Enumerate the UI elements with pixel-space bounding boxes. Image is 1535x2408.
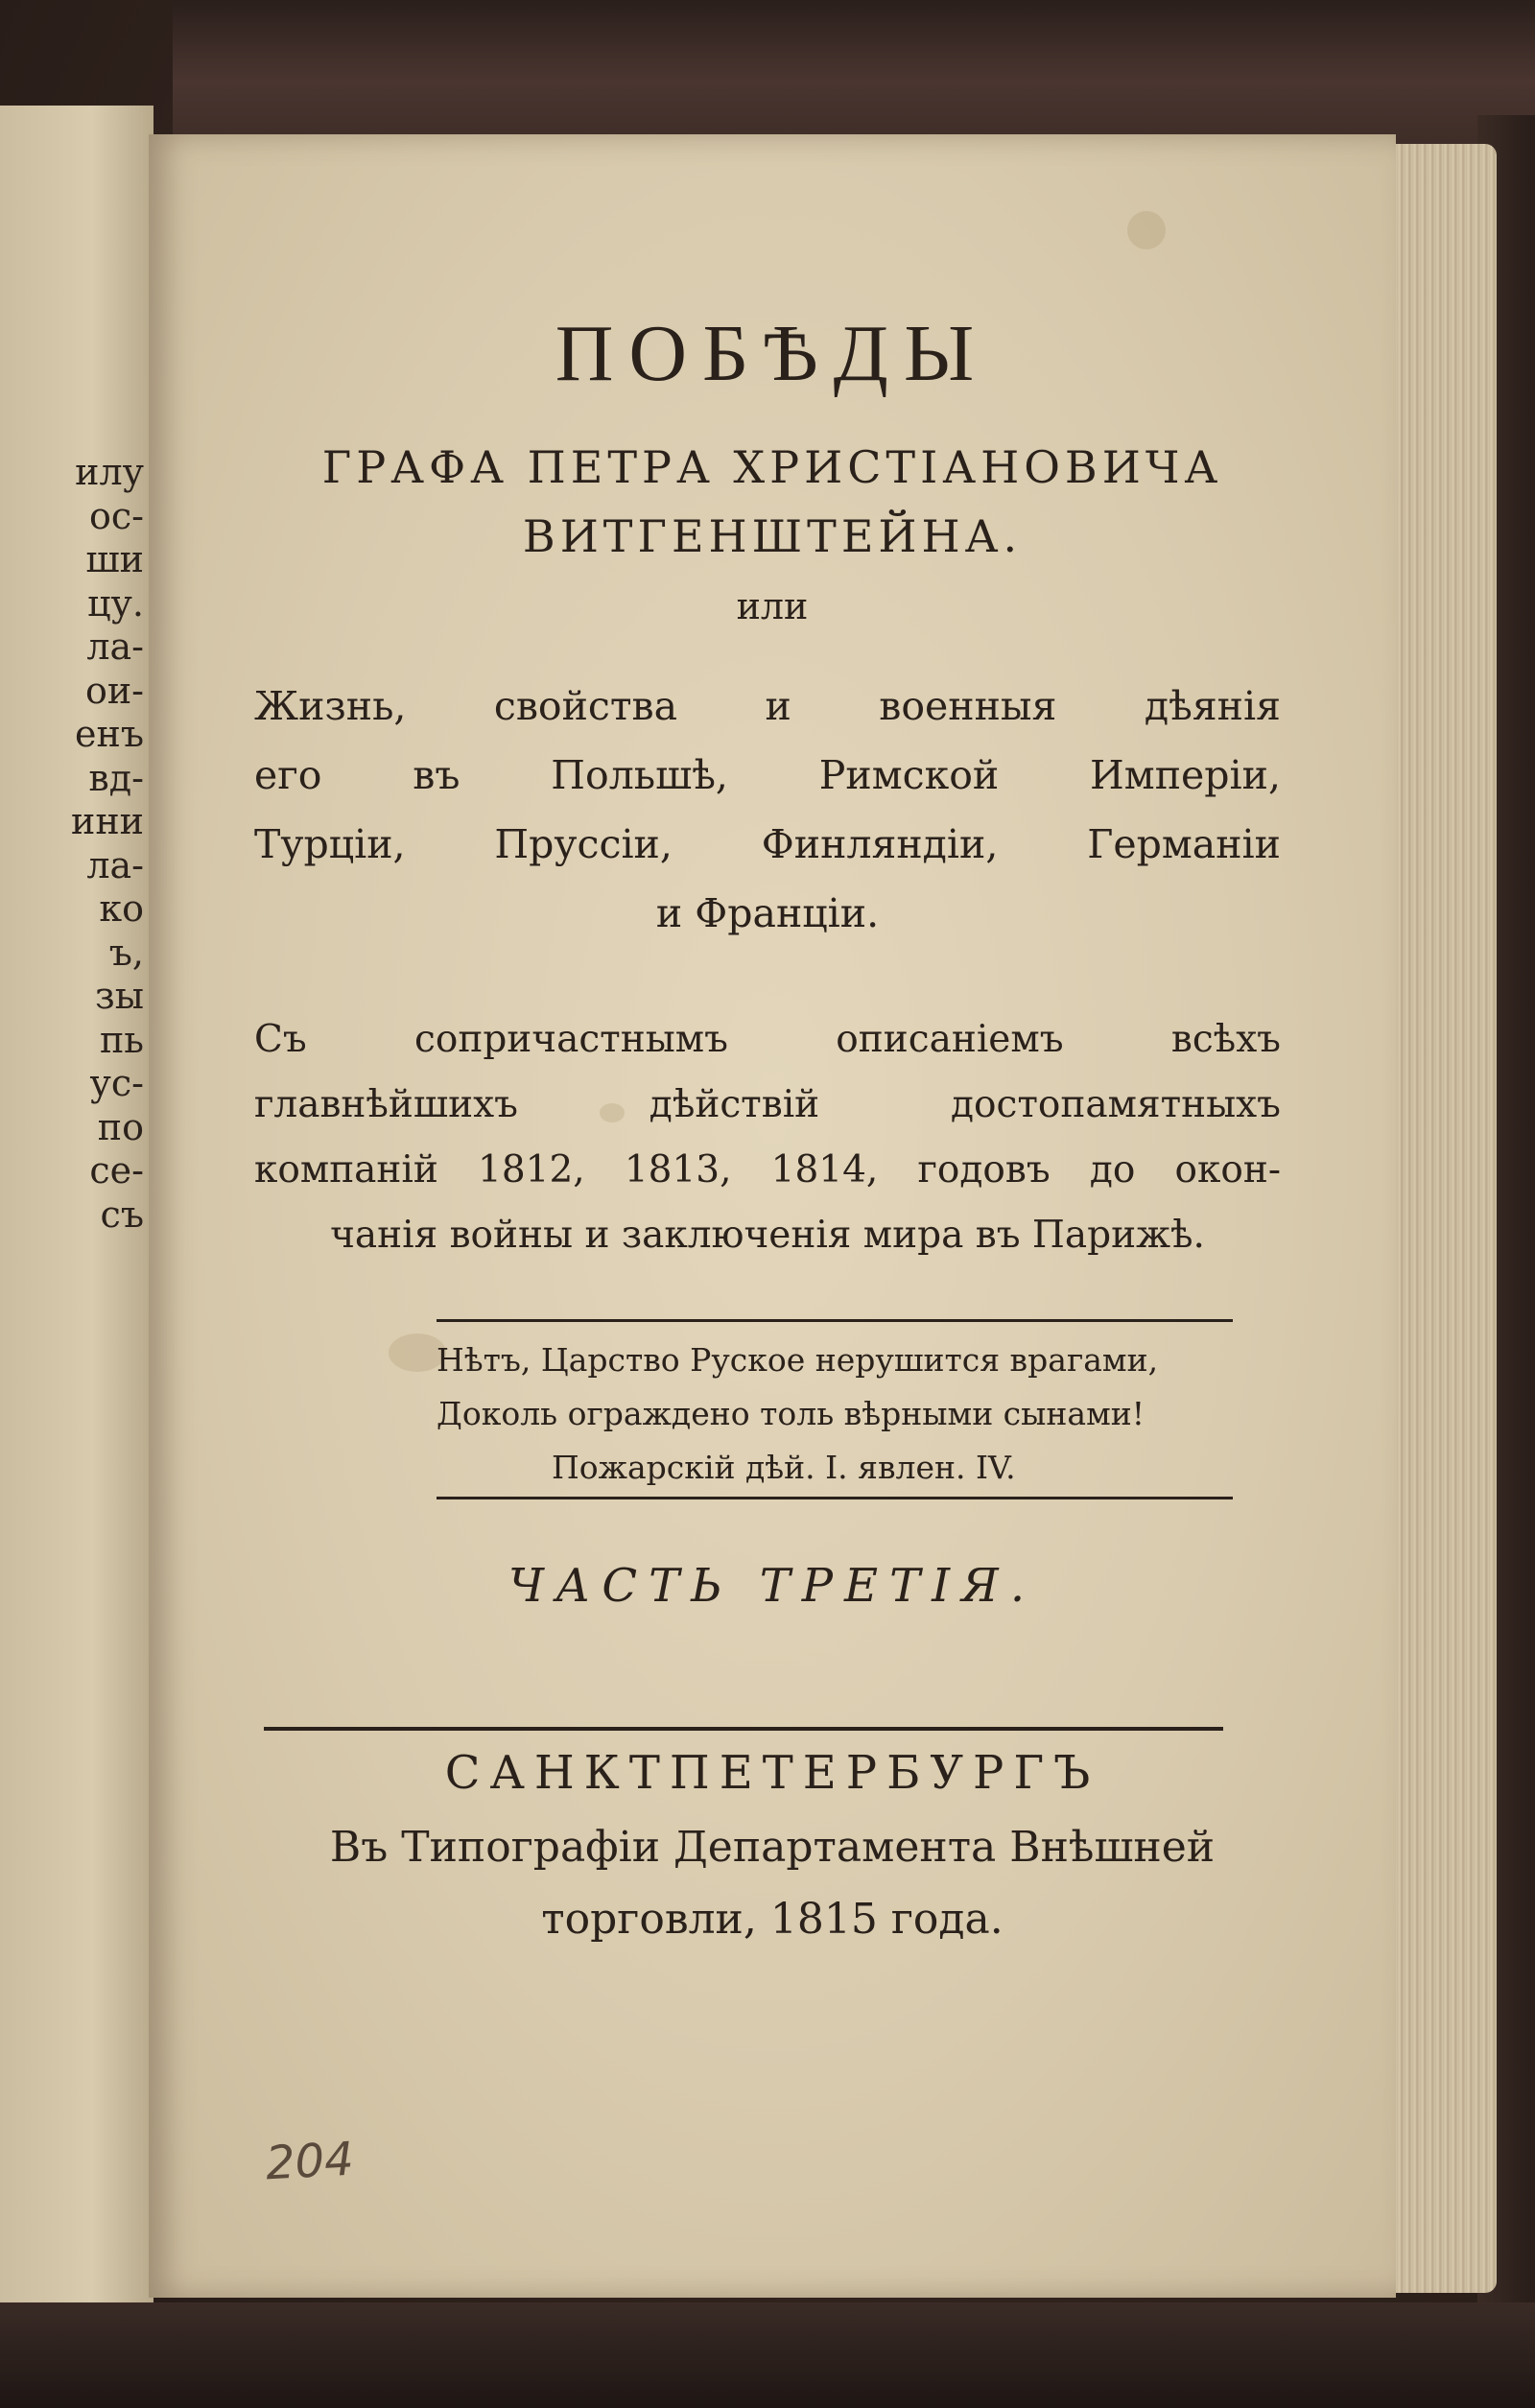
- left-page-fragment: ла-: [86, 843, 144, 886]
- left-page-fragment: цу.: [87, 581, 144, 625]
- page-stack-edge: [1382, 144, 1497, 2293]
- life-line: Турціи, Пруссіи, Финляндіи, Германіи: [254, 821, 1281, 867]
- subtitle-line-2: ВИТГЕНШТЕЙНА.: [522, 510, 1023, 562]
- imprint-city: САНКТПЕТЕРБУРГЪ: [444, 1746, 1100, 1800]
- title-page: [149, 134, 1396, 2298]
- book-title: ПОБѢДЫ: [555, 309, 990, 398]
- epigraph: [437, 1334, 1271, 1495]
- life-line: его въ Польшѣ, Римской Имперіи,: [254, 752, 1281, 798]
- description-line: чанія войны и заключенія мира въ Парижѣ.: [330, 1214, 1205, 1257]
- left-page-fragment: енъ: [75, 713, 144, 755]
- part-label: ЧАСТЬ ТРЕТІЯ.: [508, 1559, 1037, 1613]
- bottom-rule: [437, 1497, 1233, 1499]
- book-cover-bottom: [0, 2302, 1535, 2408]
- imprint-year: торговли, 1815 года.: [541, 1895, 1004, 1944]
- description-line: Съ сопричастнымъ описаніемъ всѣхъ: [254, 1018, 1281, 1061]
- left-page-fragment: вд-: [88, 756, 144, 799]
- pencil-shelfmark: 204: [264, 2132, 356, 2191]
- description-line: главнѣйшихъ дѣйствій достопамятныхъ: [254, 1083, 1281, 1126]
- left-page-fragment: ши: [85, 538, 144, 580]
- epigraph-source: Пожарскій дѣй. І. явлен. IV.: [552, 1449, 1016, 1486]
- life-description: [254, 672, 1281, 948]
- top-rule: [437, 1319, 1233, 1322]
- left-page-fragment: съ: [100, 1192, 144, 1236]
- left-page-fragment: илу: [75, 451, 144, 493]
- epigraph-line-1: Нѣтъ, Царство Руское нерушится врагами,: [437, 1341, 1159, 1379]
- paper-stain: [1127, 211, 1166, 249]
- left-page-fragment: ос-: [89, 494, 144, 537]
- left-page-fragment: ус-: [89, 1062, 144, 1104]
- left-facing-page: [0, 106, 154, 2302]
- left-page-fragment: се-: [89, 1149, 144, 1192]
- left-page-fragment: ла-: [86, 626, 144, 668]
- imprint-rule: [264, 1727, 1223, 1731]
- life-line: Жизнь, свойства и военныя дѣянія: [254, 683, 1281, 729]
- left-page-fragment: ъ,: [108, 931, 144, 974]
- subtitle-line-1: ГРАФА ПЕТРА ХРИСТІАНОВИЧА: [321, 441, 1223, 493]
- left-page-fragment: ои-: [84, 669, 144, 712]
- left-page-fragment: ини: [71, 800, 144, 842]
- ili-connector: или: [736, 585, 809, 627]
- left-page-fragment: пь: [99, 1018, 144, 1061]
- description-line: компаній 1812, 1813, 1814, годовъ до окон-: [254, 1148, 1281, 1192]
- left-page-fragment: зы: [95, 975, 144, 1017]
- epigraph-line-2: Доколь ограждено толь вѣрными сынами!: [437, 1395, 1145, 1432]
- campaign-description: [254, 1007, 1281, 1268]
- left-page-fragment: ко: [99, 887, 144, 930]
- imprint-printer: Въ Типографіи Департамента Внѣшней: [329, 1823, 1216, 1872]
- left-page-fragment: по: [97, 1105, 144, 1148]
- life-line: и Франціи.: [655, 890, 880, 936]
